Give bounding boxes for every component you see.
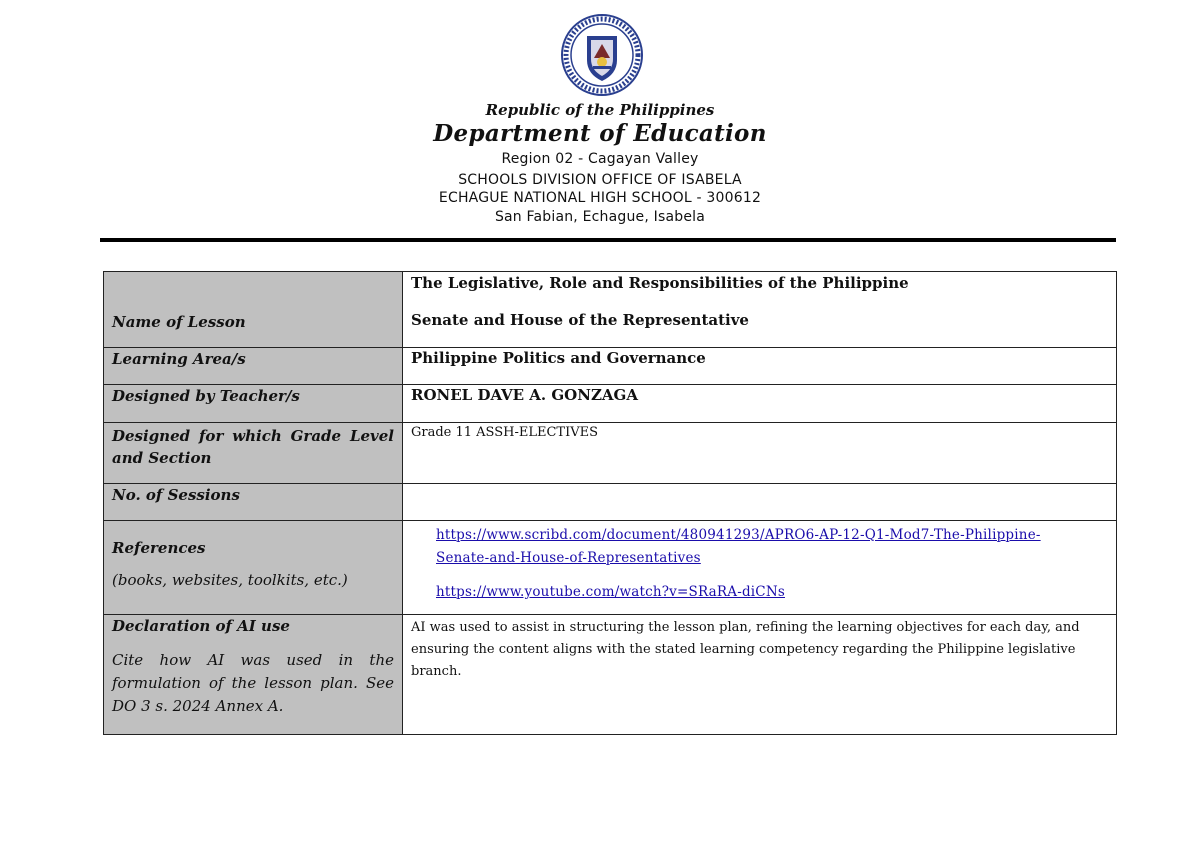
deped-seal-icon	[561, 14, 643, 96]
grade-value: Grade 11 ASSH-ELECTIVES	[411, 425, 599, 440]
table-row	[104, 348, 1117, 385]
lesson-name-line1: The Legislative, Role and Responsibilities of the Philippine	[411, 274, 909, 292]
ai-label-cell	[104, 615, 403, 735]
sessions-label-cell	[104, 484, 403, 521]
references-value-cell	[403, 521, 1117, 615]
references-label: References	[112, 539, 206, 557]
ai-declaration-label: Declaration of AI use	[112, 617, 290, 635]
table-row	[104, 423, 1117, 484]
sessions-value-cell[interactable]	[403, 484, 1117, 521]
designed-by-value: RONEL DAVE A. GONZAGA	[411, 386, 638, 404]
designed-by-label-cell	[104, 385, 403, 423]
table-row	[104, 272, 1117, 348]
reference-link-youtube[interactable]: https://www.youtube.com/watch?v=SRaRA-diCNs	[436, 584, 785, 600]
lesson-name-line2: Senate and House of the Representative	[411, 311, 749, 329]
table-row	[104, 615, 1117, 735]
lesson-info-table	[103, 271, 1117, 735]
division-line: SCHOOLS DIVISION OFFICE OF ISABELA	[458, 172, 742, 188]
grade-label-cell	[104, 423, 403, 484]
department-heading: Department of Education	[433, 120, 767, 147]
grade-value-cell	[403, 423, 1117, 484]
lesson-name-label-cell	[104, 272, 403, 348]
designed-by-label: Designed by Teacher/s	[112, 387, 300, 405]
table-row	[104, 385, 1117, 423]
lesson-name-value-cell	[403, 272, 1117, 348]
school-line: ECHAGUE NATIONAL HIGH SCHOOL - 300612	[438, 190, 762, 206]
ai-declaration-sublabel: Cite how AI was used in the formulation of the lesson plan. See DO 3 s. 2024 Annex A.	[112, 651, 394, 715]
grade-label: Designed for which Grade Level and Section	[112, 427, 394, 467]
reference-link-scribd-line1: https://www.scribd.com/document/480941293/APRO6-AP-12-Q1-Mod7-The-Philippine-	[436, 527, 1041, 543]
designed-by-value-cell	[403, 385, 1117, 423]
reference-link-scribd[interactable]	[436, 527, 1041, 566]
learning-area-label: Learning Area/s	[112, 350, 246, 368]
lesson-name-label: Name of Lesson	[112, 313, 246, 331]
table-row	[104, 521, 1117, 615]
region-line: Region 02 - Cagayan Valley	[501, 151, 699, 167]
ai-declaration-value: AI was used to assist in structuring the lesson plan, refining the learning objectives for each day, and ensuring the content aligns with the stated learning competency regarding the Philippine legislative branch.	[411, 620, 1080, 679]
table-row	[104, 484, 1117, 521]
header-divider	[100, 238, 1116, 242]
address-line: San Fabian, Echague, Isabela	[494, 209, 706, 225]
references-label-cell	[104, 521, 403, 615]
republic-heading: Republic of the Philippines	[485, 101, 715, 119]
references-sublabel: (books, websites, toolkits, etc.)	[112, 571, 348, 589]
learning-area-label-cell	[104, 348, 403, 385]
reference-link-scribd-line2: Senate-and-House-of-Representatives	[436, 550, 701, 566]
learning-area-value: Philippine Politics and Governance	[411, 349, 706, 367]
sessions-label: No. of Sessions	[112, 486, 240, 504]
learning-area-value-cell	[403, 348, 1117, 385]
ai-value-cell	[403, 615, 1117, 735]
